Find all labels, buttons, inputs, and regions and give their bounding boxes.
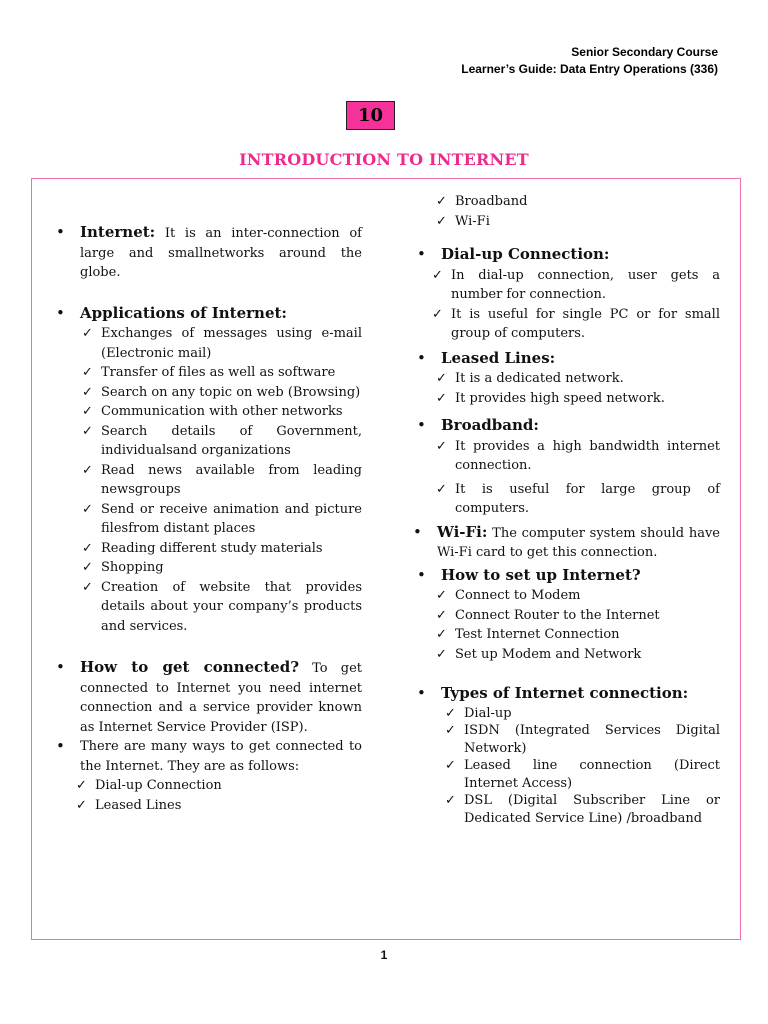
list-item: ✓ It is useful for single PC or for small group of computers. [428, 305, 720, 344]
connected-text: To get connected to Internet you need internet connection and a service provider known as Internet Service Provider (ISP). [80, 661, 362, 735]
broadband-list [432, 437, 720, 519]
list-item: ✓ Leased Lines [72, 796, 362, 816]
list-item: ✓ Read news available from leading newsgroups [78, 461, 362, 500]
page-number: 1 [380, 948, 388, 962]
wifi-text: The computer system should have Wi-Fi card to get this connection. [437, 525, 720, 560]
continued-ways-list [432, 192, 720, 231]
internet-definition [56, 223, 362, 283]
list-item: ✓ Dial-up [441, 705, 720, 723]
internet-text: It is an inter-connection of large and smallnetworks around the globe. [80, 226, 362, 280]
setup-heading: • How to set up Internet? [417, 566, 720, 587]
connected-heading: How to get connected? [80, 658, 300, 676]
wifi-term: Wi-Fi: [437, 522, 488, 541]
list-item: ✓ It is useful for large group of computers. [432, 480, 720, 519]
page-header [461, 44, 718, 78]
course-name: Senior Secondary Course [571, 45, 718, 59]
list-item: ✓ Connect to Modem [432, 586, 720, 606]
list-item: ✓ Transfer of files as well as software [78, 363, 362, 383]
list-item: ✓ ISDN (Integrated Services Digital Network) [441, 722, 720, 757]
leased-list [432, 369, 720, 408]
setup-list [432, 586, 720, 664]
list-item: ✓ DSL (Digital Subscriber Line or Dedicated Service Line) /broadband [441, 792, 720, 827]
list-item: ✓ Broadband [432, 192, 720, 212]
list-item: ✓ Reading different study materials [78, 539, 362, 559]
list-item: ✓ It is a dedicated network. [432, 369, 720, 389]
list-item: ✓ Set up Modem and Network [432, 645, 720, 665]
list-item: ✓ Dial-up Connection [72, 776, 362, 796]
list-item: ✓ Leased line connection (Direct Internet Access) [441, 757, 720, 792]
list-item: ✓ Wi-Fi [432, 212, 720, 232]
list-item: ✓ Creation of website that provides details about your company’s products and services. [78, 578, 362, 637]
internet-term: Internet: [80, 223, 156, 241]
list-item: ✓ Search on any topic on web (Browsing) [78, 383, 362, 403]
right-column [413, 192, 720, 827]
list-item: ✓ Send or receive animation and picture filesfrom distant places [78, 500, 362, 539]
applications-list [78, 324, 362, 636]
list-item: ✓ Communication with other networks [78, 402, 362, 422]
applications-heading: • Applications of Internet: [56, 304, 362, 325]
chapter-title: INTRODUCTION TO INTERNET [239, 150, 529, 169]
ways-intro: • There are many ways to get connected to the Internet. They are as follows: [56, 737, 362, 776]
left-column [56, 223, 362, 815]
how-to-get-connected [56, 658, 362, 737]
list-item: ✓ Exchanges of messages using e-mail (Electronic mail) [78, 324, 362, 363]
chapter-number: 10 [346, 101, 395, 130]
list-item: ✓ It provides a high bandwidth internet connection. [432, 437, 720, 476]
types-heading: • Types of Internet connection: [417, 684, 720, 705]
list-item: ✓ Shopping [78, 558, 362, 578]
list-item: ✓ Connect Router to the Internet [432, 606, 720, 626]
list-item: ✓ Test Internet Connection [432, 625, 720, 645]
dialup-list [428, 266, 720, 344]
broadband-heading: • Broadband: [417, 416, 720, 437]
list-item: ✓ In dial-up connection, user gets a number for connection. [428, 266, 720, 305]
guide-title: Learner’s Guide: Data Entry Operations (336) [461, 62, 718, 76]
wifi-definition [413, 523, 720, 563]
list-item: ✓ It provides high speed network. [432, 389, 720, 409]
leased-heading: • Leased Lines: [417, 349, 720, 370]
types-list [441, 705, 720, 828]
ways-list [72, 776, 362, 815]
dialup-heading: • Dial-up Connection: [417, 245, 720, 266]
list-item: ✓ Search details of Government, individualsand organizations [78, 422, 362, 461]
